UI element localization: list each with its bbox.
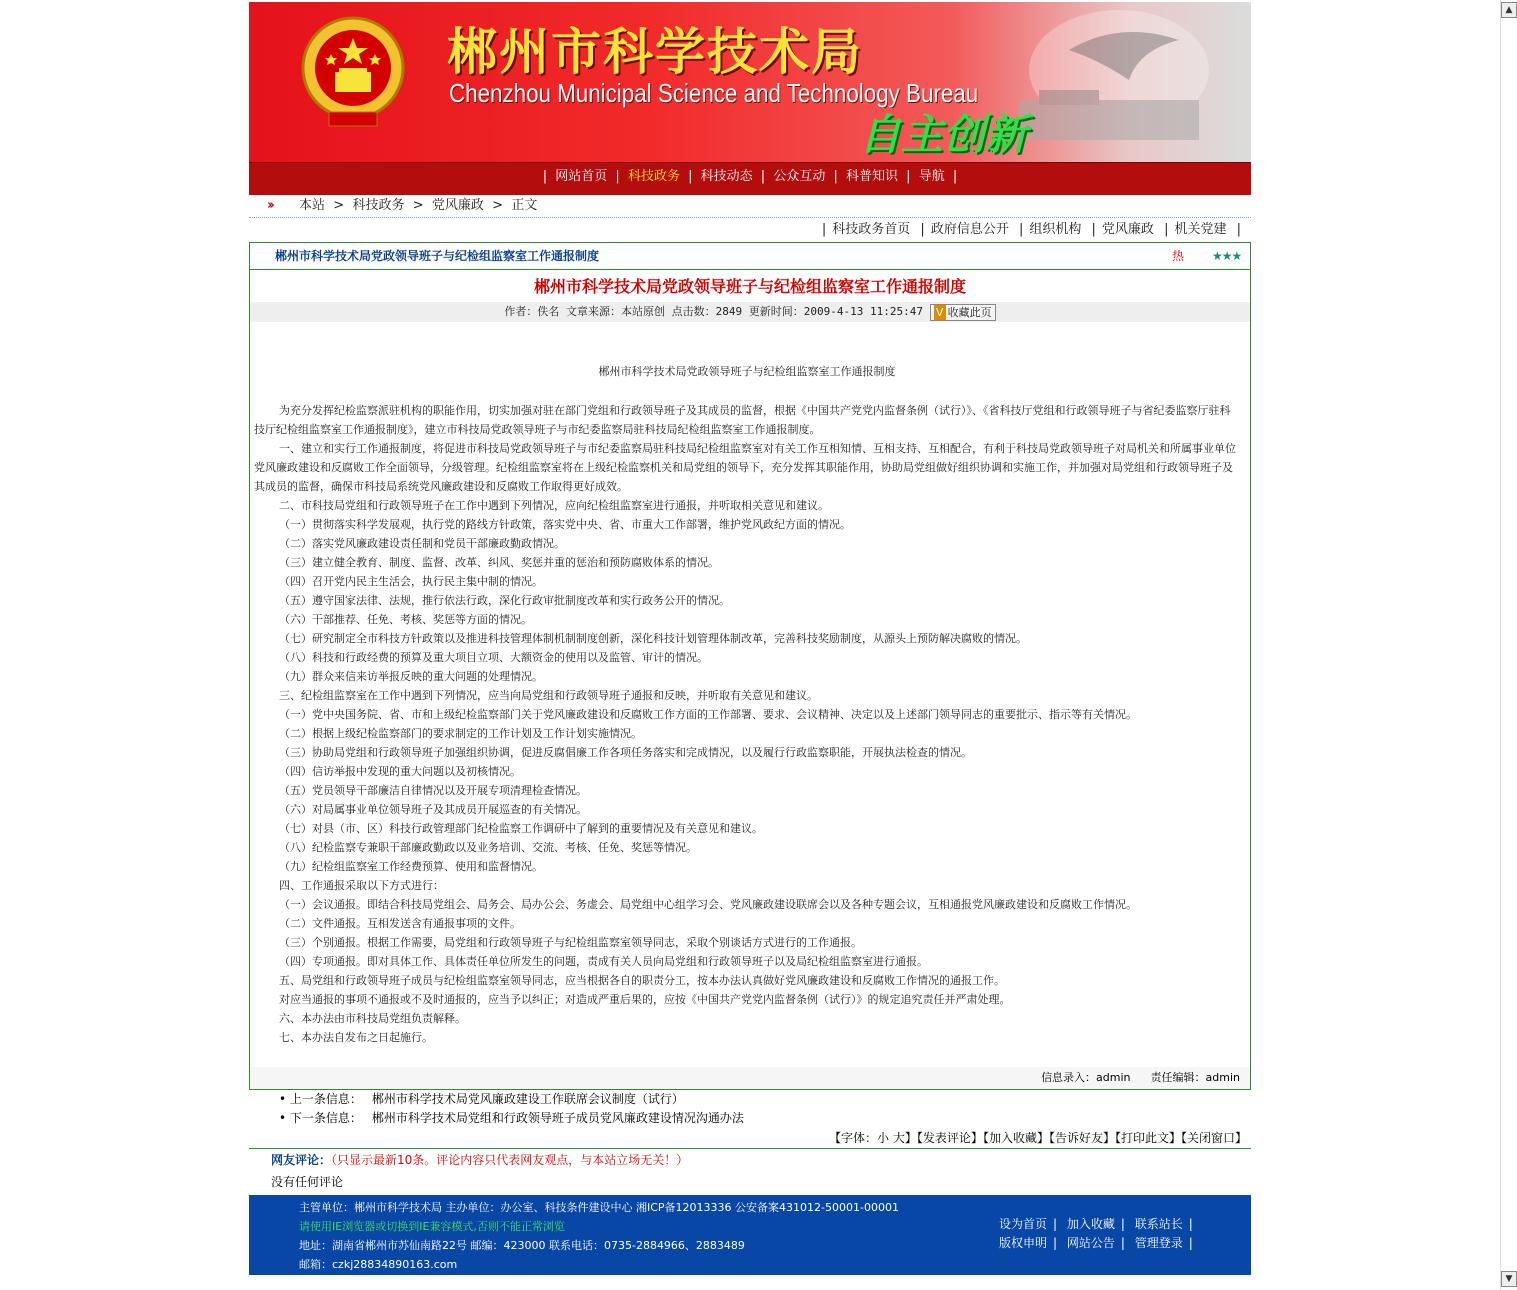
nav-sep: | bbox=[615, 169, 620, 184]
prev-article-link[interactable]: 郴州市科学技术局党风廉政建设工作联席会议制度（试行） bbox=[371, 1092, 684, 1106]
banner bbox=[249, 2, 1251, 162]
bookmark-label: 收藏此页 bbox=[947, 305, 992, 319]
national-emblem-icon bbox=[299, 12, 407, 130]
footer-line3: 地址：湖南省郴州市苏仙南路22号 邮编：423000 联系电话：0735-2884966、2883489 bbox=[299, 1239, 745, 1252]
close-window-link[interactable]: 【关闭窗口】 bbox=[1180, 1131, 1247, 1145]
breadcrumb-item-affairs[interactable]: 科技政务 bbox=[352, 198, 405, 213]
content-paragraph: 七、本办法自发布之日起施行。 bbox=[279, 1031, 433, 1044]
breadcrumb-sep: > bbox=[333, 198, 345, 213]
subnav-item-info-public[interactable]: 政府信息公开 bbox=[930, 222, 1009, 237]
content-paragraph: （七）研究制定全市科技方针政策以及推进科技管理体制机制制度创新，深化科技计划管理体制改革，完善科技奖励制度，从源头上预防解决腐败的情况。 bbox=[279, 632, 1027, 645]
content-paragraph: 为充分发挥纪检监察派驻机构的职能作用，切实加强对驻在部门党组和行政领导班子及其成员的监督，根据《中国共产党党内监督条例（试行）》、《省科技厅党组和行政领导班子与省纪委监察厅驻科技厅纪检组监察室工作通报制度》，建立市科技局党政领导班子与市纪委监察局驻科技局纪检组监察室工作通报制度。 bbox=[254, 404, 1231, 436]
nav-item-science[interactable]: 科普知识 bbox=[846, 169, 899, 184]
content-paragraph: （七）对县（市、区）科技行政管理部门纪检监察工作调研中了解到的重要情况及有关意见和建议。 bbox=[279, 822, 763, 835]
content-paragraph: （二）文件通报。互相发送含有通报事项的文件。 bbox=[279, 917, 521, 930]
font-large-link[interactable]: 大 bbox=[892, 1131, 905, 1145]
content-paragraph: 一、建立和实行工作通报制度，将促进市科技局党政领导班子与市纪委监察局驻科技局纪检组监察室对有关工作互相知情、互相支持、互相配合，有利于科技局党政领导班子对局机关和所属事业单位党风廉政建设和反腐败工作全面领导，分级管理。纪检组监察室将在上级纪检监察机关和局党组的领导下，充分发挥其职能作用，协助局党组做好组织协调和实施工作，并加强对局党组和行政领导班子及其成员的监督，确保市科技局系统党风廉政建设和反腐败工作取得更好成效。 bbox=[254, 442, 1236, 493]
footer-links: 设为首页 | 加入收藏 | 联系站长 | 版权申明 | 网站公告 | 管理登录 | bbox=[999, 1217, 1193, 1250]
subnav-item-integrity[interactable]: 党风廉政 bbox=[1101, 222, 1154, 237]
scroll-up-icon[interactable]: ▲ bbox=[1501, 2, 1517, 18]
content-paragraph: （一）贯彻落实科学发展观，执行党的路线方针政策，落实党中央、省、市重大工作部署，维护党风政纪方面的情况。 bbox=[279, 518, 851, 531]
print-link[interactable]: 【打印此文】 bbox=[1114, 1131, 1181, 1145]
prev-article: • 上一条信息： 郴州市科学技术局党风廉政建设工作联席会议制度（试行） bbox=[279, 1092, 684, 1106]
nav-item-news[interactable]: 科技动态 bbox=[700, 169, 753, 184]
subnav-item-affairs-home[interactable]: 科技政务首页 bbox=[832, 222, 911, 237]
banner-subtitle: Chenzhou Municipal Science and Technology Bureau bbox=[449, 78, 979, 108]
content-paragraph: 四、工作通报采取以下方式进行： bbox=[279, 879, 444, 892]
footer-info bbox=[299, 1198, 899, 1274]
bookmark-icon: V bbox=[934, 305, 946, 320]
double-arrow-icon: ›› bbox=[267, 198, 272, 213]
next-label: 下一条信息： bbox=[289, 1111, 362, 1125]
breadcrumb bbox=[249, 195, 1251, 218]
nav-item-affairs[interactable]: 科技政务 bbox=[627, 169, 680, 184]
font-small-link[interactable]: 小 bbox=[877, 1131, 890, 1145]
article-title: 郴州市科学技术局党政领导班子与纪检组监察室工作通报制度 bbox=[533, 277, 966, 296]
footer-line1: 主管单位：郴州市科学技术局 主办单位：办公室、科技条件建设中心 湘ICP备12013336 公安备案431012-50001-00001 bbox=[299, 1201, 899, 1214]
content-paragraph: （六）干部推荐、任免、考核、奖惩等方面的情况。 bbox=[279, 613, 532, 626]
post-comment-link[interactable]: 【发表评论】 bbox=[916, 1131, 983, 1145]
footer-link-homepage[interactable]: 设为首页 bbox=[999, 1217, 1048, 1231]
footer-link-admin[interactable]: 管理登录 bbox=[1134, 1236, 1183, 1250]
main-nav bbox=[249, 162, 1251, 195]
article-meta-text: 作者：佚名 文章来源：本站原创 点击数：2849 更新时间：2009-4-13 11:25:47 bbox=[504, 305, 923, 318]
footer-link-copyright[interactable]: 版权申明 bbox=[999, 1236, 1048, 1250]
bookmark-button[interactable] bbox=[930, 304, 996, 321]
nav-sep: | bbox=[542, 169, 548, 184]
comments-empty: 没有任何评论 bbox=[271, 1175, 344, 1189]
font-end: 】 bbox=[904, 1131, 917, 1145]
nav-item-interaction[interactable]: 公众互动 bbox=[773, 169, 826, 184]
content-paragraph: （三）协助局党组和行政领导班子加强组织协调，促进反腐倡廉工作各项任务落实和完成情况，以及履行行政监察职能，开展执法检查的情况。 bbox=[279, 746, 972, 759]
article-box bbox=[249, 242, 1251, 1090]
footer-link-favorite[interactable]: 加入收藏 bbox=[1066, 1217, 1115, 1231]
footer bbox=[249, 1195, 1251, 1275]
banner-title: 郴州市科学技术局 bbox=[447, 23, 863, 81]
content-paragraph: （九）群众来信来访举报反映的重大问题的处理情况。 bbox=[279, 670, 543, 683]
prev-next-nav bbox=[249, 1090, 1251, 1128]
article-content bbox=[250, 362, 1250, 1047]
content-paragraph: （四）信访举报中发现的重大问题以及初核情况。 bbox=[279, 765, 521, 778]
hot-badge: 热 bbox=[1172, 249, 1185, 263]
subnav-sep: | bbox=[821, 222, 827, 237]
rating-stars-icon: ★★★ bbox=[1212, 249, 1242, 263]
breadcrumb-path: 本站 > 科技政务 > 党风廉政 > 正文 bbox=[299, 198, 538, 213]
tell-friend-link[interactable]: 【告诉好友】 bbox=[1048, 1131, 1115, 1145]
next-article: • 下一条信息： 郴州市科学技术局党组和行政领导班子成员党风廉政建设情况沟通办法 bbox=[279, 1111, 744, 1125]
content-paragraph: （一）会议通报。即结合科技局党组会、局务会、局办公会、务虚会、局党组中心组学习会、党风廉政建设联席会以及各种专题会议，互相通报党风廉政建设和反腐败工作情况。 bbox=[279, 898, 1137, 911]
vertical-scrollbar[interactable] bbox=[1500, 0, 1517, 1290]
subnav-item-party[interactable]: 机关党建 bbox=[1174, 222, 1227, 237]
subnav-sep: | bbox=[1018, 222, 1024, 237]
banner-slogan: 自主创新 bbox=[859, 110, 1028, 159]
content-paragraph: （二）落实党风廉政建设责任制和党员干部廉政勤政情况。 bbox=[279, 537, 565, 550]
content-paragraph: （五）遵守国家法律、法规，推行依法行政，深化行政审批制度改革和实行政务公开的情况。 bbox=[279, 594, 730, 607]
comments-note: （只显示最新10条。评论内容只代表网友观点，与本站立场无关！） bbox=[331, 1153, 689, 1167]
subnav-item-organization[interactable]: 组织机构 bbox=[1029, 222, 1082, 237]
prev-label: 上一条信息： bbox=[289, 1092, 362, 1106]
editor: 责任编辑：admin bbox=[1150, 1071, 1240, 1084]
nav-sep: | bbox=[688, 169, 693, 184]
content-paragraph: （八）科技和行政经费的预算及重大项目立项、大额资金的使用以及监管、审计的情况。 bbox=[279, 651, 708, 664]
subnav-sep: | bbox=[920, 222, 925, 237]
article-meta bbox=[250, 302, 1250, 322]
breadcrumb-item-current: 正文 bbox=[511, 198, 538, 213]
footer-line4: 邮箱：czkj28834890163.com bbox=[299, 1258, 458, 1271]
content-paragraph: 六、本办法由市科技局党组负责解释。 bbox=[279, 1012, 466, 1025]
page bbox=[249, 2, 1251, 1275]
content-paragraph: （六）对局属事业单位领导班子及其成员开展巡查的有关情况。 bbox=[279, 803, 587, 816]
article-footer-meta bbox=[250, 1067, 1250, 1089]
content-paragraph: （九）纪检组监察室工作经费预算、使用和监督情况。 bbox=[279, 860, 543, 873]
nav-sep: | bbox=[833, 169, 838, 184]
subnav-sep: | bbox=[1164, 222, 1169, 237]
content-paragraph: 对应当通报的事项不通报或不及时通报的，应当予以纠正；对造成严重后果的，应按《中国共产党党内监督条例（试行）》的规定追究责任并严肃处理。 bbox=[279, 993, 1011, 1006]
content-paragraph: （一）党中央国务院、省、市和上级纪检监察部门关于党风廉政建设和反腐败工作方面的工作部署、要求、会议精神、决定以及上述部门领导同志的重要批示、指示等有关情况。 bbox=[279, 708, 1137, 721]
content-paragraph: （二）根据上级纪检监察部门的要求制定的工作计划及工作计划实施情况。 bbox=[279, 727, 642, 740]
content-paragraph: （四）召开党内民主生活会，执行民主集中制的情况。 bbox=[279, 575, 543, 588]
scroll-down-icon[interactable]: ▼ bbox=[1501, 1271, 1517, 1287]
content-paragraph: （三）建立健全教育、制度、监督、改革、纠风、奖惩并重的惩治和预防腐败体系的情况。 bbox=[279, 556, 719, 569]
nav-item-home[interactable]: 网站首页 bbox=[555, 169, 608, 184]
nav-sep: | bbox=[906, 169, 911, 184]
input-by: 信息录入：admin bbox=[1041, 1071, 1131, 1084]
footer-line2: 请使用IE浏览器或切换到IE兼容模式,否则不能正常浏览 bbox=[299, 1220, 565, 1233]
footer-link-notice[interactable]: 网站公告 bbox=[1066, 1236, 1115, 1250]
sub-nav bbox=[249, 218, 1251, 242]
content-title: 郴州市科学技术局党政领导班子与纪检组监察室工作通报制度 bbox=[598, 365, 896, 378]
content-paragraphs bbox=[254, 401, 1240, 1047]
content-paragraph: （五）党员领导干部廉洁自律情况以及开展专项清理检查情况。 bbox=[279, 784, 587, 797]
content-paragraph: 五、局党组和行政领导班子成员与纪检组监察室领导同志，应当根据各自的职责分工，按本办法认真做好党风廉政建设和反腐败工作情况的通报工作。 bbox=[279, 974, 1005, 987]
content-paragraph: 二、市科技局党组和行政领导班子在工作中遇到下列情况，应向纪检组监察室进行通报，并听取相关意见和建议。 bbox=[279, 499, 829, 512]
content-paragraph: 三、纪检组监察室在工作中遇到下列情况，应当向局党组和行政领导班子通报和反映，并听取有关意见和建议。 bbox=[279, 689, 818, 702]
next-article-link[interactable]: 郴州市科学技术局党组和行政领导班子成员党风廉政建设情况沟通办法 bbox=[371, 1111, 744, 1125]
nav-sep: | bbox=[952, 169, 958, 184]
breadcrumb-item-integrity[interactable]: 党风廉政 bbox=[431, 198, 484, 213]
subnav-sep: | bbox=[1236, 222, 1241, 237]
breadcrumb-item-site[interactable]: 本站 bbox=[299, 198, 326, 213]
comments-label: 网友评论： bbox=[271, 1153, 332, 1167]
content-paragraph: （四）专项通报。即对具体工作、具体责任单位所发生的问题，责成有关人员向局党组和行政领导班子以及局纪检组监察室进行通报。 bbox=[279, 955, 928, 968]
add-favorite-link[interactable]: 【加入收藏】 bbox=[982, 1131, 1049, 1145]
font-label: 【字体： bbox=[829, 1131, 878, 1145]
article-box-header bbox=[250, 243, 1250, 270]
footer-link-contact[interactable]: 联系站长 bbox=[1134, 1217, 1183, 1231]
content-paragraph: （八）纪检监察专兼职干部廉政勤政以及业务培训、交流、考核、任免、奖惩等情况。 bbox=[279, 841, 697, 854]
nav-item-guide[interactable]: 导航 bbox=[918, 169, 945, 184]
content-paragraph: （三）个别通报。根据工作需要，局党组和行政领导班子与纪检组监察室领导同志，采取个别谈话方式进行的工作通报。 bbox=[279, 936, 862, 949]
subnav-sep: | bbox=[1091, 222, 1096, 237]
article-tools bbox=[249, 1128, 1251, 1148]
comments-section bbox=[249, 1149, 1251, 1193]
nav-sep: | bbox=[760, 169, 766, 184]
article-head-title: 郴州市科学技术局党政领导班子与纪检组监察室工作通报制度 bbox=[275, 249, 600, 263]
